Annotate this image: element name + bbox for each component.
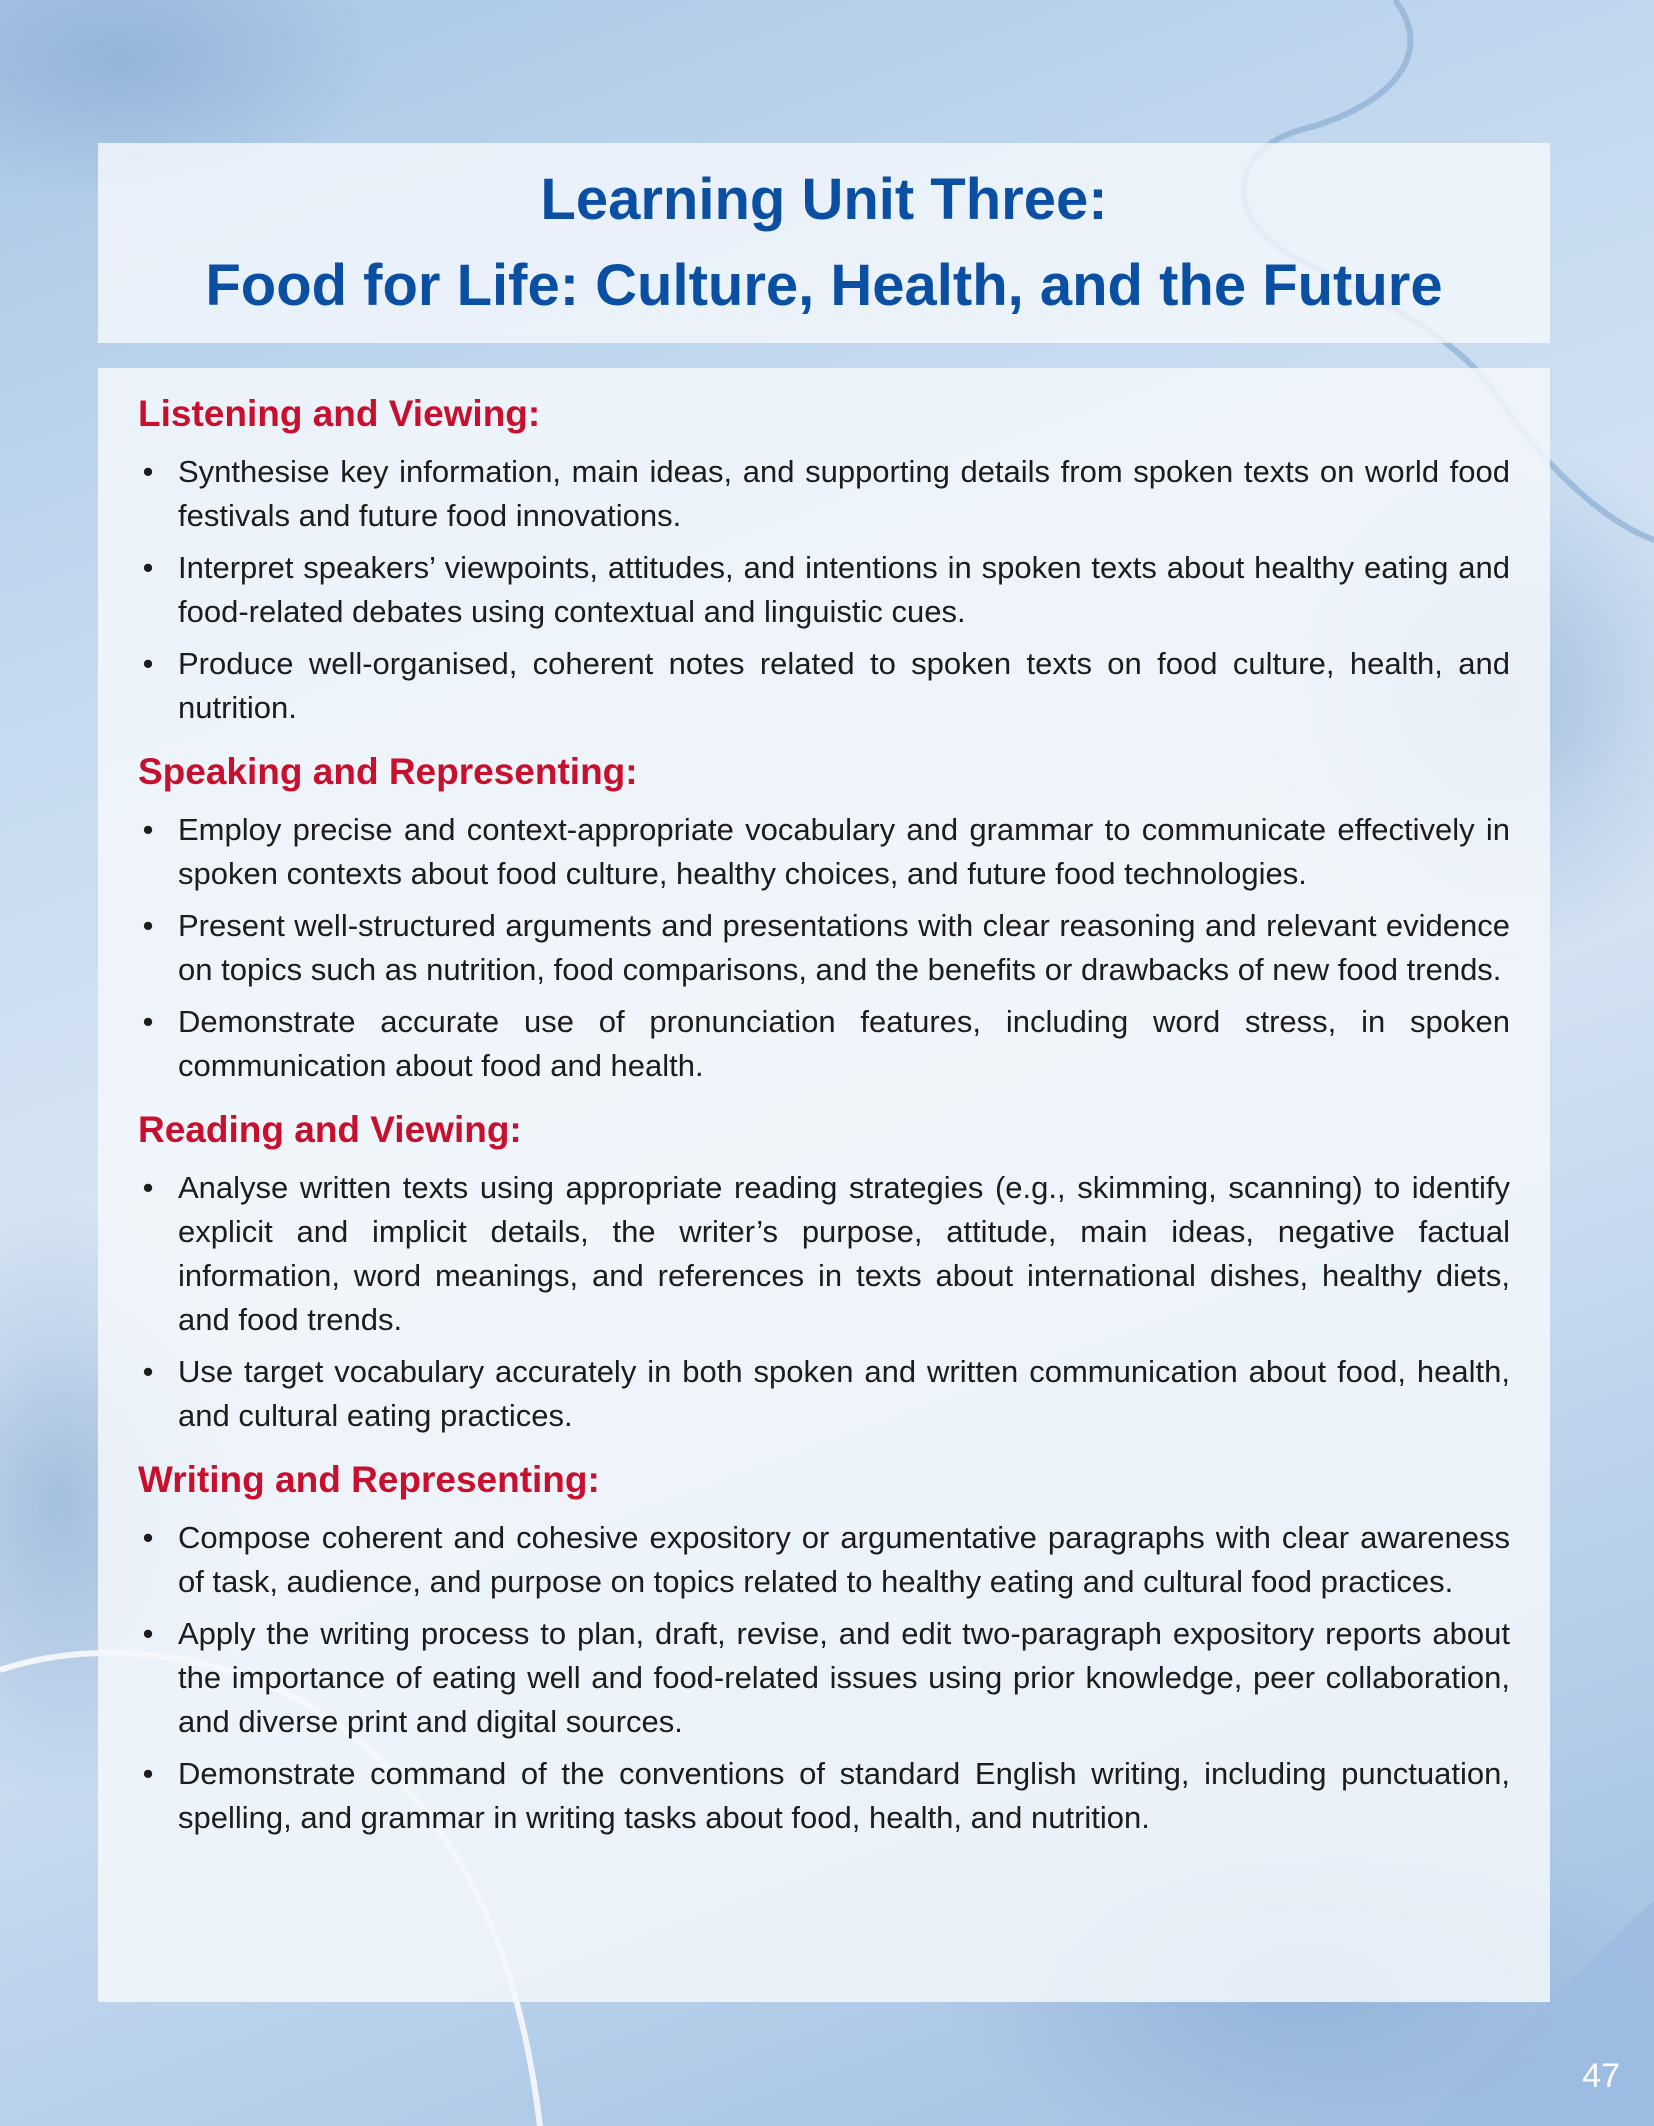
list-item xyxy=(138,1166,1510,1342)
bullet-icon: • xyxy=(142,550,154,585)
unit-title-line-2: Food for Life: Culture, Health, and the Future xyxy=(205,253,1443,318)
list-item xyxy=(138,642,1510,730)
title-banner xyxy=(98,143,1550,343)
bullet-list xyxy=(138,1516,1510,1840)
bullet-icon: • xyxy=(142,454,154,489)
list-item xyxy=(138,450,1510,538)
section-heading: Writing and Representing: xyxy=(138,1459,600,1500)
section-writing-representing xyxy=(138,1456,1510,1840)
list-item-text: Demonstrate command of the conventions of standard English writing, including punctuation, spelling, and grammar in writing tasks about food, health, and nutrition. xyxy=(178,1756,1510,1835)
list-item xyxy=(138,1350,1510,1438)
list-item-text: Employ precise and context-appropriate vocabulary and grammar to communicate effectively in spoken contexts about food culture, healthy choices, and future food technologies. xyxy=(178,812,1510,891)
bullet-icon: • xyxy=(142,1616,154,1651)
list-item xyxy=(138,808,1510,896)
section-heading: Reading and Viewing: xyxy=(138,1109,522,1150)
bullet-icon: • xyxy=(142,1354,154,1389)
list-item xyxy=(138,546,1510,634)
list-item-text: Demonstrate accurate use of pronunciation features, including word stress, in spoken communication about food and health. xyxy=(178,1004,1510,1083)
bullet-icon: • xyxy=(142,1004,154,1039)
list-item-text: Synthesise key information, main ideas, and supporting details from spoken texts on world food festivals and future food innovations. xyxy=(178,454,1510,533)
list-item-text: Use target vocabulary accurately in both spoken and written communication about food, health, and cultural eating practices. xyxy=(178,1354,1510,1433)
list-item xyxy=(138,1000,1510,1088)
list-item-text: Analyse written texts using appropriate reading strategies (e.g., skimming, scanning) to identify explicit and implicit details, the writer’s purpose, attitude, main ideas, negative factual information, word meanings, and references in texts about international dishes, healthy diets, and food trends. xyxy=(178,1170,1510,1337)
list-item xyxy=(138,1612,1510,1744)
section-listening-viewing xyxy=(138,390,1510,730)
list-item xyxy=(138,1516,1510,1604)
list-item-text: Produce well-organised, coherent notes related to spoken texts on food culture, health, and nutrition. xyxy=(178,646,1510,725)
section-heading: Speaking and Representing: xyxy=(138,751,638,792)
unit-title-line-1: Learning Unit Three: xyxy=(540,167,1108,232)
list-item-text: Interpret speakers’ viewpoints, attitudes, and intentions in spoken texts about healthy eating and food-related debates using contextual and linguistic cues. xyxy=(178,550,1510,629)
section-heading: Listening and Viewing: xyxy=(138,393,541,434)
bullet-list xyxy=(138,1166,1510,1438)
list-item-text: Apply the writing process to plan, draft, revise, and edit two-paragraph expository reports about the importance of eating well and food-related issues using prior knowledge, peer collaboration, and diverse print and digital sources. xyxy=(178,1616,1510,1739)
bullet-icon: • xyxy=(142,1520,154,1555)
learning-outcomes-panel xyxy=(98,368,1550,2002)
page-number: 47 xyxy=(1582,2057,1620,2095)
section-speaking-representing xyxy=(138,748,1510,1088)
bullet-icon: • xyxy=(142,908,154,943)
bullet-list xyxy=(138,450,1510,730)
list-item-text: Compose coherent and cohesive expository or argumentative paragraphs with clear awareness of task, audience, and purpose on topics related to healthy eating and cultural food practices. xyxy=(178,1520,1510,1599)
list-item xyxy=(138,1752,1510,1840)
bullet-icon: • xyxy=(142,1170,154,1205)
bullet-icon: • xyxy=(142,646,154,681)
section-reading-viewing xyxy=(138,1106,1510,1438)
bullet-icon: • xyxy=(142,812,154,847)
bullet-list xyxy=(138,808,1510,1088)
bullet-icon: • xyxy=(142,1756,154,1791)
list-item xyxy=(138,904,1510,992)
list-item-text: Present well-structured arguments and presentations with clear reasoning and relevant evidence on topics such as nutrition, food comparisons, and the benefits or drawbacks of new food trends. xyxy=(178,908,1510,987)
